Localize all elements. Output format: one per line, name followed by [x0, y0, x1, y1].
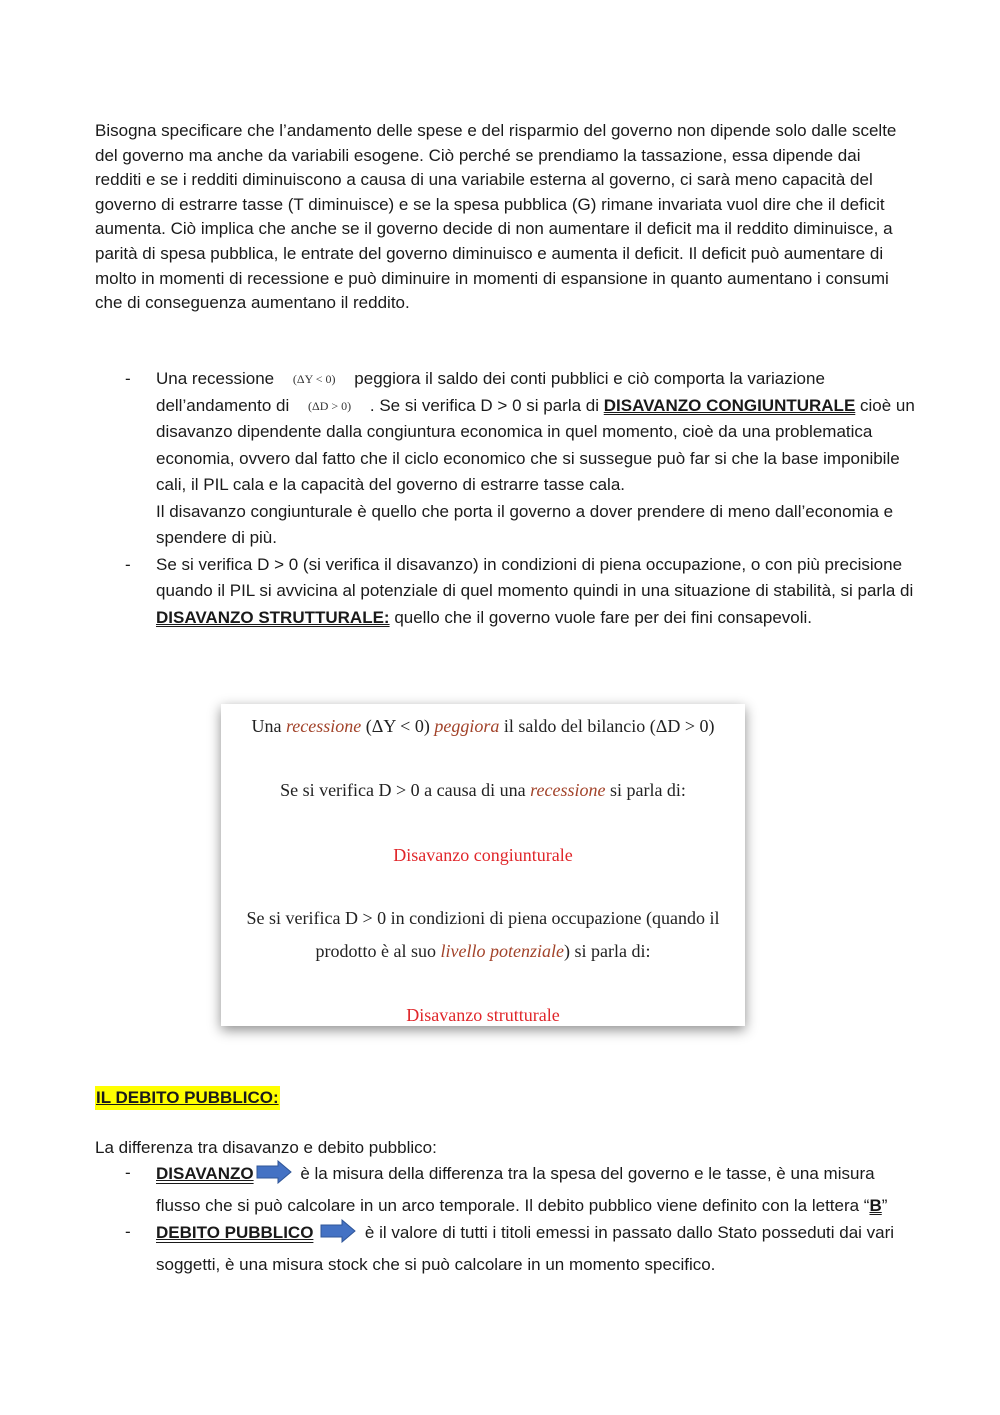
figure-line-1 [221, 716, 745, 737]
formula-delta-y: (ΔY < 0) [292, 372, 336, 386]
text: recessione [530, 780, 606, 800]
figure-line-5 [221, 941, 745, 962]
figure-line-2 [221, 780, 745, 801]
text: è il valore di tutti i titoli emessi in passato dallo Stato posseduti dai vari soggetti, è una misura stock che si può calcolare in un momento specifico. [156, 1223, 895, 1274]
text: quello che il governo vuole fare per dei fini consapevoli. [394, 607, 813, 627]
debt-list [95, 1160, 915, 1278]
bullet-dash: - [125, 1163, 131, 1182]
text: Una recessione [156, 369, 275, 388]
text: recessione [285, 716, 362, 736]
text: cioè un disavanzo dipendente dalla congiuntura economica in quel momento, cioè da una problematica economia, ovvero dal fatto che il ciclo economico che si sussegue può far si che la base imponibile cali, il PIL cala e la capacità del governo di estrarre tasse cala. [156, 395, 915, 494]
section-heading: IL DEBITO PUBBLICO: [95, 1086, 280, 1110]
intro-paragraph: Bisogna specificare che l’andamento delle spese e del risparmio del governo non dipende solo dalle scelte del governo ma anche da variabili esogene. Ciò perché se prendiamo la tassazione, essa dipende dai redditi e se i redditi diminuiscono a causa di una variabile esterna al governo, ci sarà meno capacità del governo di estrarre tasse (T diminuisce) e se la spesa pubblica (G) rimane invariata vuol dire che il deficit aumenta. Ciò implica che anche se il governo decide di non aumentare il deficit ma il reddito diminuisce, a parità di spesa pubblica, le entrate del governo diminuisco e aumenta il deficit. Il deficit può aumentare di molto in momenti di recessione e può diminuire in momenti di espansione in quanto aumentano i consumi che di conseguenza aumentano il reddito. [95, 121, 897, 313]
bullet-dash: - [125, 1222, 131, 1241]
text: peggiora [434, 716, 500, 736]
text: il saldo del bilancio (ΔD > 0) [503, 716, 715, 736]
text: ) si parla di: [563, 941, 651, 961]
text: Il disavanzo congiunturale è quello che porta il governo a dover prendere di meno dall’economia e spendere di più. [156, 501, 894, 547]
right-arrow-icon [256, 1160, 292, 1193]
keyword-debito-pubblico: DEBITO PUBBLICO [156, 1223, 314, 1242]
figure-line-3: Disavanzo congiunturale [393, 845, 573, 865]
list-item [95, 552, 915, 632]
text: si parla di: [609, 780, 686, 800]
text: Se si verifica D > 0 a causa di una [280, 780, 526, 800]
text: Una [251, 716, 282, 736]
keyword-disavanzo-strutturale: DISAVANZO STRUTTURALE: [156, 607, 390, 627]
intro-line: La differenza tra disavanzo e debito pubblico: [95, 1138, 437, 1157]
text: prodotto è al suo [315, 941, 437, 961]
text: peggiora il saldo dei conti pubblici e ciò comporta la variazione dell’andamento di [156, 369, 825, 415]
keyword-disavanzo-congiunturale: DISAVANZO CONGIUNTURALE [603, 395, 856, 415]
text: ” [881, 1195, 888, 1215]
figure-line-6: Disavanzo strutturale [406, 1005, 560, 1025]
text: . Se si verifica D > 0 si parla di [369, 395, 600, 415]
bullet-dash: - [125, 554, 131, 574]
keyword-disavanzo: DISAVANZO [156, 1164, 254, 1183]
formula-delta-d: (ΔD > 0) [308, 398, 352, 413]
list-item [95, 1160, 915, 1219]
text: Se si verifica D > 0 (si verifica il disavanzo) in condizioni di piena occupazione, o con più precisione quando il PIL si avvicina al potenziale di quel momento quindi in una situazione di stabilità, si parla di [156, 554, 914, 600]
bullet-dash: - [125, 369, 131, 388]
text: è la misura della differenza tra la spesa del governo e le tasse, è una misura flusso che si può calcolare in un arco temporale. Il debito pubblico viene definito con la lettera “ [156, 1164, 875, 1215]
figure-line-4: Se si verifica D > 0 in condizioni di piena occupazione (quando il [246, 908, 720, 928]
list-item [95, 1219, 915, 1278]
letter-b: B [869, 1195, 882, 1215]
right-arrow-icon [320, 1219, 356, 1252]
slide-figure [221, 704, 745, 1026]
text: (ΔY < 0) [365, 716, 430, 736]
deficit-list [95, 366, 915, 631]
list-item [95, 366, 915, 552]
text: livello potenziale [440, 941, 564, 961]
